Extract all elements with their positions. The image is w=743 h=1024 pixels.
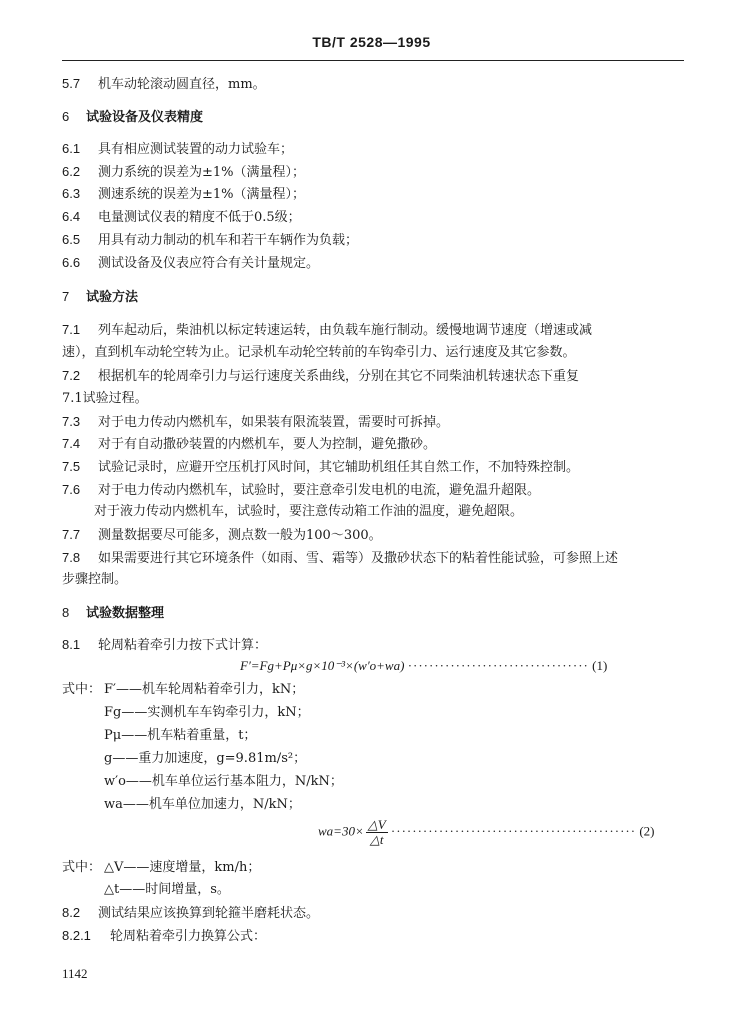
clause-text: 用具有动力制动的机车和若干车辆作为负载； xyxy=(98,233,359,248)
clause-7-2-continued: 7.1试验过程。 xyxy=(62,391,148,406)
clause-8-2 xyxy=(62,905,319,922)
section-title: 试验数据整理 xyxy=(86,606,165,621)
clause-number: 7.7 xyxy=(62,527,81,542)
clause-6-4 xyxy=(62,209,301,226)
formula-1-expression: F′=Fg+Pμ×g×10⁻³×(w′o+wa) xyxy=(240,658,405,673)
formula-2-fraction xyxy=(366,818,388,847)
clause-6-3 xyxy=(62,186,305,203)
page-number: 1142 xyxy=(62,966,88,981)
clause-6-6 xyxy=(62,255,319,272)
clause-number: 5.7 xyxy=(62,76,81,91)
where-2-row: △t——时间增量，s。 xyxy=(104,882,230,897)
clause-number: 6.2 xyxy=(62,164,81,179)
header-rule xyxy=(62,60,684,61)
clause-text: 轮周粘着牵引力换算公式： xyxy=(110,929,267,944)
formula-1-leader: ·································· xyxy=(407,658,589,673)
where-1-row: wa——机车单位加速力，N/kN； xyxy=(104,797,301,812)
clause-7-4 xyxy=(62,436,436,453)
clause-number: 7.5 xyxy=(62,459,81,474)
clause-7-2 xyxy=(62,368,579,385)
where-1-row: g——重力加速度，g=9.81m/s²； xyxy=(104,751,307,766)
clause-text: 测试设备及仪表应符合有关计量规定。 xyxy=(98,256,320,271)
section-number: 7 xyxy=(62,289,70,304)
where-2-lead: 式中： xyxy=(62,860,102,875)
clause-6-2 xyxy=(62,164,305,181)
clause-number: 6.4 xyxy=(62,209,81,224)
clause-number: 8.1 xyxy=(62,637,81,652)
clause-number: 8.2 xyxy=(62,905,81,920)
clause-7-6 xyxy=(62,482,540,499)
clause-number: 6.1 xyxy=(62,141,81,156)
formula-2-numerator: △V xyxy=(367,817,386,832)
where-1-row: F′——机车轮周粘着牵引力，kN； xyxy=(104,682,305,697)
clause-text: 测量数据要尽可能多，测点数一般为100～300。 xyxy=(98,528,382,543)
section-number: 6 xyxy=(62,109,70,124)
clause-number: 6.6 xyxy=(62,255,81,270)
clause-7-1-continued: 速），直到机车动轮空转为止。记录机车动轮空转前的车钩牵引力、运行速度及其它参数。 xyxy=(62,345,576,360)
clause-text: 对于有自动撒砂装置的内燃机车，要人为控制，避免撒砂。 xyxy=(98,437,437,452)
clause-6-5 xyxy=(62,232,358,249)
clause-8-2-1 xyxy=(62,928,266,945)
where-1-row: Fg——实测机车车钩牵引力，kN； xyxy=(104,705,310,720)
formula-1-number: (1) xyxy=(592,658,608,673)
formula-2-denominator: △t xyxy=(369,832,384,847)
clause-7-3 xyxy=(62,414,449,431)
section-number: 8 xyxy=(62,605,70,620)
clause-7-7 xyxy=(62,527,382,544)
clause-number: 7.6 xyxy=(62,482,81,497)
clause-number: 6.5 xyxy=(62,232,81,247)
clause-6-1 xyxy=(62,141,293,158)
where-1-row: w′o——机车单位运行基本阻力，N/kN； xyxy=(104,774,343,789)
clause-number: 7.4 xyxy=(62,436,81,451)
clause-7-6-continued: 对于液力传动内燃机车，试验时，要注意传动箱工作油的温度，避免超限。 xyxy=(94,504,524,519)
section-7-heading xyxy=(62,289,138,306)
clause-5-7 xyxy=(62,76,266,93)
where-1-row: Pμ——机车粘着重量，t； xyxy=(104,728,257,743)
clause-text: 如果需要进行其它环境条件（如雨、雪、霜等）及撒砂状态下的粘着性能试验，可参照上述 xyxy=(98,551,619,566)
clause-7-8-continued: 步骤控制。 xyxy=(62,572,128,587)
clause-text: 电量测试仪表的精度不低于0.5级； xyxy=(98,210,301,225)
clause-number: 8.2.1 xyxy=(62,928,91,943)
clause-text: 测试结果应该换算到轮箍半磨耗状态。 xyxy=(98,906,320,921)
section-title: 试验设备及仪表精度 xyxy=(86,110,204,125)
clause-number: 7.8 xyxy=(62,550,81,565)
clause-text: 列车起动后，柴油机以标定转速运转，由负载车施行制动。缓慢地调节速度（增速或减 xyxy=(98,323,593,338)
clause-text: 对于电力传动内燃机车，如果装有限流装置，需要时可拆掉。 xyxy=(98,415,450,430)
document-code-header: TB/T 2528—1995 xyxy=(312,34,431,50)
clause-number: 6.3 xyxy=(62,186,81,201)
section-8-heading xyxy=(62,605,164,622)
formula-2-number: (2) xyxy=(639,823,655,839)
where-2-row: △V——速度增量，km/h； xyxy=(104,860,261,875)
formula-2-lhs: wa=30× xyxy=(318,823,364,839)
clause-text: 轮周粘着牵引力按下式计算： xyxy=(98,638,268,653)
clause-number: 7.1 xyxy=(62,322,81,337)
section-6-heading xyxy=(62,109,203,126)
clause-text: 根据机车的轮周牵引力与运行速度关系曲线，分别在其它不同柴油机转速状态下重复 xyxy=(98,369,580,384)
clause-text: 试验记录时，应避开空压机打风时间，其它辅助机组任其自然工作，不加特殊控制。 xyxy=(98,460,580,475)
clause-text: 测速系统的误差为±1%（满量程）； xyxy=(98,187,306,202)
clause-text: 测力系统的误差为±1%（满量程）； xyxy=(98,165,306,180)
clause-number: 7.2 xyxy=(62,368,81,383)
clause-number: 7.3 xyxy=(62,414,81,429)
clause-8-1 xyxy=(62,637,267,654)
clause-text: 具有相应测试装置的动力试验车； xyxy=(98,142,294,157)
where-1-lead: 式中： xyxy=(62,682,102,697)
formula-2-leader: ·············································· xyxy=(390,823,637,839)
clause-text: 对于电力传动内燃机车，试验时，要注意牵引发电机的电流，避免温升超限。 xyxy=(98,483,541,498)
clause-7-8 xyxy=(62,550,618,567)
clause-7-5 xyxy=(62,459,579,476)
clause-text: 机车动轮滚动圆直径，mm。 xyxy=(98,77,266,92)
clause-7-1 xyxy=(62,322,592,339)
formula-1 xyxy=(240,658,607,674)
formula-2 xyxy=(318,818,654,847)
section-title: 试验方法 xyxy=(86,290,139,305)
